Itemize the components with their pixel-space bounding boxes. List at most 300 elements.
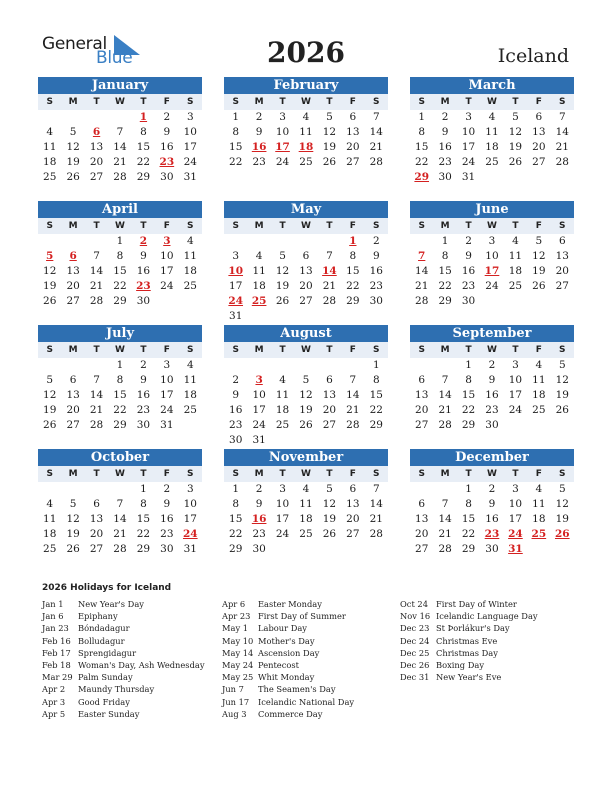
day-grid xyxy=(224,358,388,448)
day-cell: 15 xyxy=(369,389,383,401)
day-cell: 6 xyxy=(69,374,77,386)
day-cell: 16 xyxy=(136,389,151,401)
day-cell: 10 xyxy=(508,498,523,510)
holiday-day-cell: 23 xyxy=(159,156,175,168)
holiday-day-cell: 17 xyxy=(275,141,290,153)
day-cell: 9 xyxy=(488,374,496,386)
weekday-label: M xyxy=(440,97,450,107)
month-title: March xyxy=(410,77,574,94)
day-cell: 5 xyxy=(558,483,566,495)
day-cell: 4 xyxy=(302,111,310,123)
day-cell: 2 xyxy=(441,111,449,123)
empty-day-cell xyxy=(294,234,317,249)
day-cell: 22 xyxy=(438,280,452,292)
holiday-name: New Year's Day xyxy=(78,599,144,609)
day-cell: 23 xyxy=(160,528,174,540)
weekday-label: T xyxy=(279,345,286,355)
holiday-day-cell: 2 xyxy=(139,235,148,247)
weekday-label: W xyxy=(115,97,125,107)
day-cell: 19 xyxy=(508,141,523,153)
day-cell: 24 xyxy=(160,404,174,416)
day-cell: 30 xyxy=(252,543,266,555)
day-cell: 12 xyxy=(322,126,337,138)
day-cell: 19 xyxy=(43,404,57,416)
day-cell: 14 xyxy=(89,265,104,277)
holiday-item xyxy=(222,635,354,647)
day-cell: 7 xyxy=(93,374,100,386)
day-cell: 16 xyxy=(229,404,243,416)
weekday-label: W xyxy=(301,345,311,355)
month-title: December xyxy=(410,449,574,466)
day-cell: 6 xyxy=(535,111,543,123)
day-cell: 16 xyxy=(485,389,499,401)
holiday-date: Nov 16 xyxy=(400,611,431,622)
day-cell: 19 xyxy=(322,141,337,153)
day-cell: 16 xyxy=(461,265,476,277)
page-title-year: 2026 xyxy=(267,36,345,69)
holiday-date: May 1 xyxy=(222,623,249,634)
day-cell: 26 xyxy=(43,295,57,307)
day-cell: 3 xyxy=(163,359,171,371)
holiday-item xyxy=(222,708,354,720)
holiday-day-cell: 23 xyxy=(484,528,500,540)
empty-day-cell xyxy=(247,358,270,373)
holiday-date: May 10 xyxy=(222,635,254,646)
empty-day-cell xyxy=(85,234,108,249)
day-cell: 6 xyxy=(349,483,357,495)
empty-day-cell xyxy=(108,482,131,497)
day-cell: 4 xyxy=(279,374,286,386)
day-cell: 2 xyxy=(255,483,263,495)
holiday-day-cell: 16 xyxy=(251,141,267,153)
holiday-column xyxy=(42,598,205,720)
day-cell: 15 xyxy=(229,141,243,153)
empty-day-cell xyxy=(294,358,317,373)
day-cell: 5 xyxy=(302,374,310,386)
holiday-item xyxy=(42,610,205,622)
day-cell: 17 xyxy=(508,513,523,525)
holiday-name: The Seamen's Day xyxy=(258,684,336,695)
day-cell: 19 xyxy=(66,156,80,168)
weekday-label: S xyxy=(187,221,194,231)
month-title: June xyxy=(410,201,574,218)
holiday-day-cell: 23 xyxy=(136,280,151,292)
empty-day-cell xyxy=(271,234,294,249)
day-cell: 29 xyxy=(461,543,476,555)
weekday-label: T xyxy=(512,345,519,355)
day-grid xyxy=(410,234,574,309)
day-cell: 21 xyxy=(89,404,104,416)
day-cell: 5 xyxy=(69,126,77,138)
day-cell: 25 xyxy=(485,156,499,168)
weekday-label: F xyxy=(349,345,356,355)
day-cell: 7 xyxy=(116,126,124,138)
day-cell: 12 xyxy=(555,374,569,386)
day-cell: 3 xyxy=(488,235,496,247)
weekday-label: S xyxy=(46,221,53,231)
day-cell: 23 xyxy=(369,280,383,292)
day-cell: 4 xyxy=(46,126,54,138)
day-cell: 21 xyxy=(415,280,429,292)
empty-day-cell xyxy=(271,358,294,373)
day-cell: 10 xyxy=(275,498,290,510)
day-cell: 25 xyxy=(183,280,197,292)
day-cell: 19 xyxy=(555,389,569,401)
day-cell: 27 xyxy=(346,156,360,168)
empty-day-cell xyxy=(85,482,108,497)
holiday-item xyxy=(42,708,205,720)
month-february xyxy=(224,77,388,170)
page-header xyxy=(0,0,612,72)
weekday-label: F xyxy=(535,469,542,479)
day-cell: 15 xyxy=(415,141,429,153)
day-cell: 21 xyxy=(555,141,569,153)
day-cell: 3 xyxy=(232,250,240,262)
weekday-label: T xyxy=(512,221,519,231)
day-cell: 17 xyxy=(160,389,174,401)
holiday-day-cell: 29 xyxy=(414,171,430,183)
day-cell: 27 xyxy=(532,156,546,168)
weekday-label: S xyxy=(559,469,566,479)
holiday-date: May 14 xyxy=(222,647,254,658)
weekday-label: T xyxy=(326,97,333,107)
holiday-date: Jun 17 xyxy=(222,696,250,707)
day-cell: 12 xyxy=(532,250,546,262)
day-cell: 2 xyxy=(488,359,496,371)
holiday-item xyxy=(400,622,538,634)
weekday-label: M xyxy=(440,469,450,479)
holiday-day-cell: 24 xyxy=(508,528,523,540)
day-cell: 21 xyxy=(113,156,127,168)
day-cell: 3 xyxy=(465,111,472,123)
weekday-label: F xyxy=(535,97,542,107)
weekday-header xyxy=(38,94,202,110)
weekday-label: S xyxy=(418,97,425,107)
weekday-label: M xyxy=(68,469,78,479)
day-cell: 20 xyxy=(299,280,313,292)
day-cell: 15 xyxy=(136,513,151,525)
holiday-name: Icelandic National Day xyxy=(258,696,355,707)
day-cell: 29 xyxy=(438,295,452,307)
weekday-label: M xyxy=(254,97,264,107)
weekday-header xyxy=(224,94,388,110)
day-cell: 13 xyxy=(89,513,104,525)
day-cell: 7 xyxy=(441,498,449,510)
empty-day-cell xyxy=(224,234,247,249)
day-cell: 5 xyxy=(512,111,519,123)
day-cell: 17 xyxy=(160,265,174,277)
holiday-date: Feb 16 xyxy=(42,635,71,646)
day-cell: 8 xyxy=(232,126,240,138)
day-cell: 2 xyxy=(372,235,380,247)
day-grid xyxy=(224,482,388,557)
day-cell: 20 xyxy=(89,156,104,168)
day-cell: 27 xyxy=(89,171,104,183)
day-cell: 30 xyxy=(461,295,476,307)
day-cell: 5 xyxy=(69,498,77,510)
weekday-label: T xyxy=(465,469,472,479)
day-cell: 8 xyxy=(441,250,449,262)
weekday-label: T xyxy=(326,469,333,479)
day-cell: 19 xyxy=(299,404,313,416)
weekday-label: F xyxy=(349,469,356,479)
day-cell: 29 xyxy=(113,295,127,307)
day-cell: 2 xyxy=(465,235,472,247)
day-cell: 11 xyxy=(275,389,290,401)
day-cell: 28 xyxy=(113,171,127,183)
weekday-label: W xyxy=(301,97,311,107)
day-cell: 28 xyxy=(555,156,569,168)
day-cell: 1 xyxy=(116,359,124,371)
weekday-header xyxy=(38,218,202,234)
month-title: April xyxy=(38,201,202,218)
day-cell: 22 xyxy=(229,156,243,168)
day-cell: 30 xyxy=(160,543,174,555)
day-cell: 29 xyxy=(229,543,243,555)
day-cell: 20 xyxy=(322,404,337,416)
holiday-item xyxy=(222,659,354,671)
day-cell: 15 xyxy=(438,265,452,277)
holiday-item xyxy=(222,647,354,659)
holiday-list xyxy=(42,583,582,728)
day-cell: 27 xyxy=(555,280,569,292)
day-cell: 10 xyxy=(252,389,266,401)
day-cell: 31 xyxy=(183,171,197,183)
day-cell: 16 xyxy=(160,141,174,153)
day-cell: 17 xyxy=(275,513,290,525)
holiday-date: Apr 6 xyxy=(222,599,246,609)
weekday-label: S xyxy=(559,221,566,231)
day-cell: 21 xyxy=(89,280,104,292)
day-cell: 25 xyxy=(508,280,523,292)
day-cell: 5 xyxy=(535,235,543,247)
day-cell: 19 xyxy=(322,513,337,525)
day-cell: 7 xyxy=(349,374,357,386)
weekday-label: F xyxy=(349,221,356,231)
empty-day-cell xyxy=(85,358,108,373)
holiday-item xyxy=(400,647,538,659)
weekday-label: S xyxy=(559,345,566,355)
weekday-label: T xyxy=(93,97,100,107)
day-cell: 29 xyxy=(461,419,476,431)
day-cell: 8 xyxy=(116,374,124,386)
holiday-name: Mother's Day xyxy=(258,635,315,646)
day-cell: 30 xyxy=(485,419,499,431)
holiday-item xyxy=(42,696,205,708)
day-cell: 11 xyxy=(43,513,57,525)
holiday-item xyxy=(42,647,205,659)
day-cell: 28 xyxy=(89,419,104,431)
day-cell: 31 xyxy=(160,419,174,431)
day-cell: 28 xyxy=(369,156,383,168)
holiday-name: Epiphany xyxy=(78,611,118,622)
day-cell: 21 xyxy=(322,280,337,292)
weekday-label: S xyxy=(232,345,239,355)
day-cell: 14 xyxy=(346,389,360,401)
day-cell: 9 xyxy=(441,126,449,138)
month-march xyxy=(410,77,574,185)
day-cell: 30 xyxy=(485,543,499,555)
day-cell: 13 xyxy=(346,126,360,138)
weekday-label: F xyxy=(163,345,170,355)
month-october xyxy=(38,449,202,557)
day-cell: 31 xyxy=(229,310,243,322)
weekday-label: F xyxy=(535,221,542,231)
holiday-name: Sprengidagur xyxy=(78,647,137,658)
day-cell: 23 xyxy=(252,156,266,168)
holiday-name: Ascension Day xyxy=(258,647,320,658)
weekday-label: W xyxy=(115,345,125,355)
day-cell: 12 xyxy=(555,498,569,510)
day-cell: 10 xyxy=(275,126,290,138)
day-cell: 3 xyxy=(512,483,519,495)
day-cell: 3 xyxy=(512,359,519,371)
day-cell: 10 xyxy=(160,374,174,386)
empty-day-cell xyxy=(224,358,247,373)
weekday-label: W xyxy=(115,221,125,231)
weekday-label: M xyxy=(440,221,450,231)
holiday-day-cell: 7 xyxy=(418,250,426,262)
day-cell: 6 xyxy=(93,498,100,510)
day-cell: 7 xyxy=(372,483,380,495)
weekday-label: T xyxy=(140,97,147,107)
day-cell: 21 xyxy=(369,513,383,525)
day-cell: 13 xyxy=(322,389,337,401)
holiday-name: Easter Monday xyxy=(258,599,322,609)
weekday-label: W xyxy=(301,221,311,231)
day-cell: 15 xyxy=(229,513,243,525)
weekday-label: T xyxy=(465,97,472,107)
day-cell: 12 xyxy=(43,265,57,277)
day-cell: 22 xyxy=(461,528,476,540)
day-cell: 18 xyxy=(532,513,546,525)
day-cell: 24 xyxy=(183,156,197,168)
day-cell: 13 xyxy=(299,265,313,277)
day-cell: 20 xyxy=(346,513,360,525)
day-cell: 29 xyxy=(136,171,151,183)
day-grid xyxy=(410,358,574,433)
day-cell: 14 xyxy=(415,265,429,277)
day-cell: 8 xyxy=(140,498,147,510)
holiday-day-cell: 16 xyxy=(251,513,267,525)
day-cell: 19 xyxy=(43,280,57,292)
day-cell: 23 xyxy=(136,404,151,416)
day-cell: 7 xyxy=(116,498,124,510)
day-cell: 30 xyxy=(438,171,452,183)
day-cell: 19 xyxy=(275,280,290,292)
day-cell: 4 xyxy=(535,359,543,371)
holiday-day-cell: 3 xyxy=(163,235,171,247)
holiday-date: Aug 3 xyxy=(222,708,247,719)
day-cell: 11 xyxy=(299,126,313,138)
day-cell: 14 xyxy=(89,389,104,401)
day-cell: 9 xyxy=(163,126,171,138)
month-title: November xyxy=(224,449,388,466)
day-cell: 3 xyxy=(279,111,286,123)
weekday-label: S xyxy=(373,469,380,479)
holiday-item xyxy=(42,622,205,634)
holiday-day-cell: 3 xyxy=(255,374,263,386)
holiday-item xyxy=(400,671,538,683)
holiday-date: May 25 xyxy=(222,672,254,683)
empty-day-cell xyxy=(85,110,108,125)
holiday-day-cell: 5 xyxy=(46,250,54,262)
day-cell: 1 xyxy=(232,483,240,495)
day-cell: 11 xyxy=(252,265,266,277)
day-cell: 17 xyxy=(461,141,476,153)
holiday-name: Commerce Day xyxy=(258,708,323,719)
day-cell: 16 xyxy=(136,265,151,277)
holiday-item xyxy=(42,671,205,683)
day-cell: 4 xyxy=(488,111,496,123)
day-cell: 18 xyxy=(275,404,290,416)
day-cell: 15 xyxy=(461,513,476,525)
holiday-item xyxy=(42,659,205,671)
day-cell: 7 xyxy=(93,250,100,262)
day-cell: 22 xyxy=(136,156,151,168)
weekday-label: F xyxy=(349,97,356,107)
day-cell: 21 xyxy=(369,141,383,153)
holiday-name: Easter Sunday xyxy=(78,708,140,719)
day-cell: 24 xyxy=(275,156,290,168)
logo-text-general: General xyxy=(42,34,107,54)
day-cell: 25 xyxy=(299,156,313,168)
day-cell: 11 xyxy=(299,498,313,510)
weekday-label: T xyxy=(512,97,519,107)
day-cell: 12 xyxy=(43,389,57,401)
weekday-label: S xyxy=(559,97,566,107)
day-cell: 13 xyxy=(66,265,80,277)
day-cell: 17 xyxy=(183,141,197,153)
holiday-day-cell: 10 xyxy=(228,265,244,277)
day-cell: 4 xyxy=(512,235,519,247)
day-cell: 28 xyxy=(113,543,127,555)
day-cell: 28 xyxy=(415,295,429,307)
day-cell: 17 xyxy=(252,404,266,416)
holiday-date: Jun 7 xyxy=(222,684,244,695)
day-cell: 22 xyxy=(461,404,476,416)
day-cell: 14 xyxy=(369,498,383,510)
weekday-label: S xyxy=(46,97,53,107)
day-cell: 11 xyxy=(532,374,546,386)
day-cell: 9 xyxy=(163,498,171,510)
weekday-label: F xyxy=(535,345,542,355)
holiday-date: Apr 5 xyxy=(42,708,66,719)
day-grid xyxy=(38,234,202,309)
day-cell: 18 xyxy=(252,280,266,292)
day-cell: 15 xyxy=(461,389,476,401)
weekday-header xyxy=(410,342,574,358)
day-cell: 20 xyxy=(346,141,360,153)
holiday-column xyxy=(222,598,354,720)
day-cell: 24 xyxy=(461,156,476,168)
day-cell: 26 xyxy=(508,156,523,168)
day-cell: 8 xyxy=(465,498,472,510)
day-cell: 20 xyxy=(415,528,429,540)
day-cell: 13 xyxy=(415,389,429,401)
weekday-label: T xyxy=(93,221,100,231)
day-cell: 4 xyxy=(302,483,310,495)
day-cell: 23 xyxy=(438,156,452,168)
month-june xyxy=(410,201,574,309)
day-cell: 11 xyxy=(183,250,197,262)
day-cell: 2 xyxy=(163,111,171,123)
holiday-day-cell: 24 xyxy=(228,295,244,307)
weekday-label: T xyxy=(140,469,147,479)
day-cell: 18 xyxy=(485,141,499,153)
holiday-item xyxy=(42,683,205,695)
day-cell: 13 xyxy=(555,250,569,262)
